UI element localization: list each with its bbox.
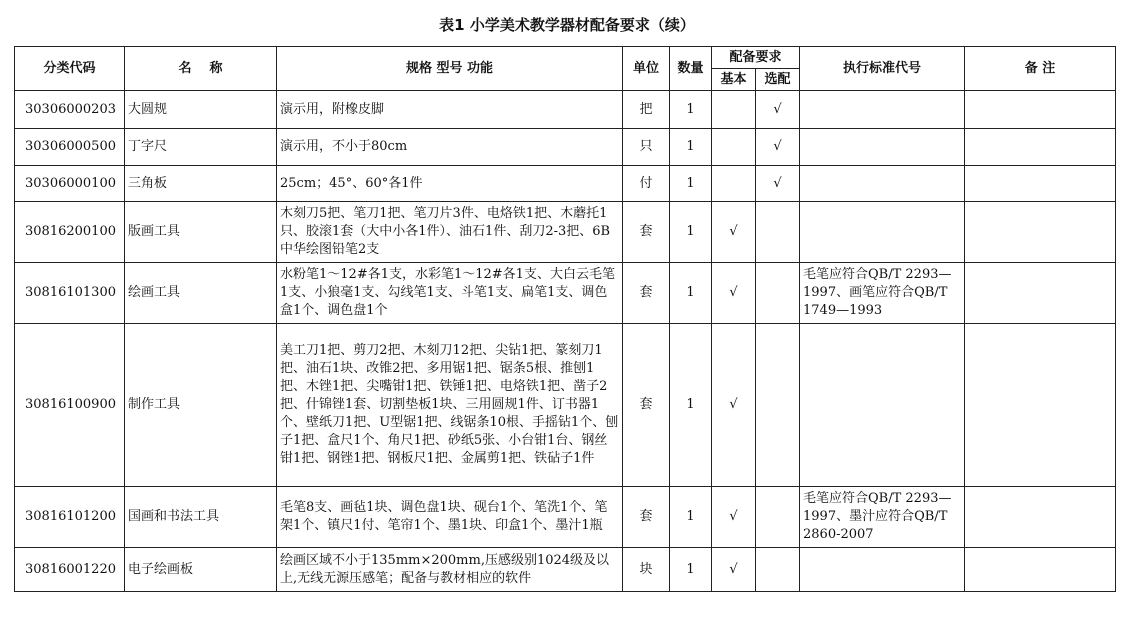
cell-code: 30816101200 [15, 487, 125, 548]
table-row [15, 166, 1116, 202]
header-note: 备 注 [965, 47, 1116, 91]
cell-basic [712, 166, 756, 202]
cell-basic: √ [712, 487, 756, 548]
cell-note [965, 487, 1116, 548]
equipment-table [14, 46, 1116, 592]
cell-standard: 毛笔应符合QB/T 2293—1997、墨汁应符合QB/T 2860-2007 [800, 487, 965, 548]
table-row [15, 324, 1116, 487]
cell-code: 30816101300 [15, 263, 125, 324]
header-code: 分类代码 [15, 47, 125, 91]
cell-basic: √ [712, 263, 756, 324]
header-name: 名 称 [125, 47, 277, 91]
header-basic: 基本 [712, 69, 756, 91]
header-optional: 选配 [756, 69, 800, 91]
cell-standard [800, 91, 965, 129]
cell-qty: 1 [670, 548, 712, 592]
cell-qty: 1 [670, 91, 712, 129]
cell-spec: 演示用，附橡皮脚 [277, 91, 623, 129]
cell-optional [756, 548, 800, 592]
header-unit: 单位 [623, 47, 670, 91]
cell-name: 大圆规 [125, 91, 277, 129]
cell-standard [800, 548, 965, 592]
header-standard: 执行标准代号 [800, 47, 965, 91]
cell-standard [800, 166, 965, 202]
cell-unit: 套 [623, 202, 670, 263]
cell-code: 30816200100 [15, 202, 125, 263]
cell-qty: 1 [670, 324, 712, 487]
cell-note [965, 91, 1116, 129]
cell-name: 三角板 [125, 166, 277, 202]
cell-unit: 付 [623, 166, 670, 202]
cell-optional [756, 263, 800, 324]
cell-qty: 1 [670, 487, 712, 548]
cell-note [965, 324, 1116, 487]
cell-code: 30816001220 [15, 548, 125, 592]
cell-spec: 水粉笔1～12#各1支，水彩笔1～12#各1支、大白云毛笔1支、小狼毫1支、勾线笔1支、斗笔1支、扁笔1支、调色盒1个、调色盘1个 [277, 263, 623, 324]
cell-spec: 演示用，不小于80cm [277, 129, 623, 166]
cell-optional [756, 487, 800, 548]
cell-note [965, 129, 1116, 166]
cell-qty: 1 [670, 263, 712, 324]
cell-note [965, 166, 1116, 202]
cell-basic [712, 91, 756, 129]
cell-unit: 套 [623, 487, 670, 548]
cell-spec: 绘画区域不小于135mm×200mm,压感级别1024级及以上,无线无源压感笔；配备与教材相应的软件 [277, 548, 623, 592]
cell-optional: √ [756, 91, 800, 129]
cell-note [965, 202, 1116, 263]
cell-code: 30306000203 [15, 91, 125, 129]
cell-name: 制作工具 [125, 324, 277, 487]
cell-qty: 1 [670, 166, 712, 202]
header-spec: 规格 型号 功能 [277, 47, 623, 91]
cell-spec: 毛笔8支、画毡1块、调色盘1块、砚台1个、笔洗1个、笔架1个、镇尺1付、笔帘1个、墨1块、印盒1个、墨汁1瓶 [277, 487, 623, 548]
cell-standard [800, 324, 965, 487]
cell-standard: 毛笔应符合QB/T 2293—1997、画笔应符合QB/T 1749—1993 [800, 263, 965, 324]
cell-spec: 25cm；45°、60°各1件 [277, 166, 623, 202]
header-qty: 数量 [670, 47, 712, 91]
cell-unit: 套 [623, 324, 670, 487]
cell-name: 版画工具 [125, 202, 277, 263]
cell-optional [756, 324, 800, 487]
cell-basic: √ [712, 548, 756, 592]
cell-code: 30816100900 [15, 324, 125, 487]
cell-basic [712, 129, 756, 166]
cell-optional: √ [756, 166, 800, 202]
cell-unit: 把 [623, 91, 670, 129]
cell-standard [800, 129, 965, 166]
cell-optional [756, 202, 800, 263]
cell-unit: 块 [623, 548, 670, 592]
cell-qty: 1 [670, 129, 712, 166]
cell-name: 电子绘画板 [125, 548, 277, 592]
cell-note [965, 263, 1116, 324]
table-row [15, 91, 1116, 129]
cell-standard [800, 202, 965, 263]
header-requirement: 配备要求 [712, 47, 800, 69]
table-row [15, 548, 1116, 592]
cell-basic: √ [712, 324, 756, 487]
table-row [15, 129, 1116, 166]
table-row [15, 487, 1116, 548]
cell-name: 丁字尺 [125, 129, 277, 166]
table-row [15, 202, 1116, 263]
table-title: 表1 小学美术教学器材配备要求（续） [439, 16, 695, 34]
cell-name: 国画和书法工具 [125, 487, 277, 548]
cell-name: 绘画工具 [125, 263, 277, 324]
cell-spec: 美工刀1把、剪刀2把、木刻刀12把、尖钻1把、篆刻刀1把、油石1块、改锥2把、多用锯1把、锯条5根、推刨1把、木锉1把、尖嘴钳1把、铁锤1把、电烙铁1把、凿子2把、什锦锉1套、切割垫板1块、三用圆规1件、订书器1个、壁纸刀1把、U型锯1把、线锯条10根、手摇钻1个、刨子1把、盒尺1个、角尺1把、砂纸5张、小台钳1台、钢丝钳1把、钢锉1把、钢板尺1把、金属剪1把、铁砧子1件 [277, 324, 623, 487]
cell-unit: 套 [623, 263, 670, 324]
table-row [15, 263, 1116, 324]
cell-optional: √ [756, 129, 800, 166]
cell-basic: √ [712, 202, 756, 263]
cell-qty: 1 [670, 202, 712, 263]
cell-code: 30306000500 [15, 129, 125, 166]
cell-spec: 木刻刀5把、笔刀1把、笔刀片3件、电烙铁1把、木蘑托1只、胶滚1套（大中小各1件）、油石1件、刮刀2-3把、6B中华绘图铅笔2支 [277, 202, 623, 263]
cell-code: 30306000100 [15, 166, 125, 202]
cell-note [965, 548, 1116, 592]
cell-unit: 只 [623, 129, 670, 166]
